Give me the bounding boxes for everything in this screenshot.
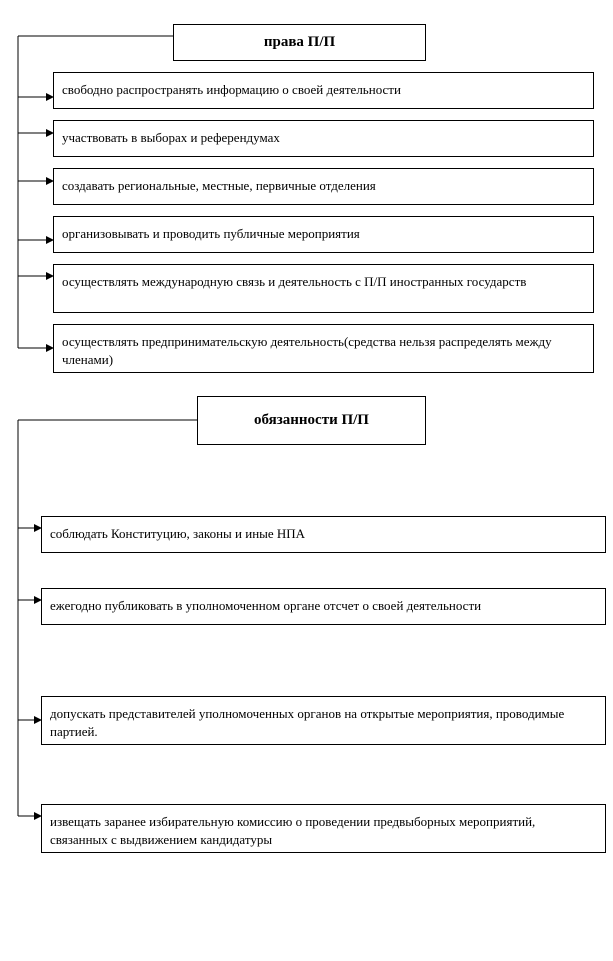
rights-item-4: организовывать и проводить публичные мероприятия (53, 216, 594, 253)
duties-item-4: извещать заранее избирательную комиссию о проведении предвыборных мероприятий, связанных с выдвижением кандидатуры (41, 804, 606, 853)
rights-item-3: создавать региональные, местные, первичные отделения (53, 168, 594, 205)
rights-item-5: осуществлять международную связь и деятельность с П/П иностранных государств (53, 264, 594, 313)
duties-item-2: ежегодно публиковать в уполномоченном органе отсчет о своей деятельности (41, 588, 606, 625)
rights-title: права П/П (173, 24, 426, 61)
duties-item-1: соблюдать Конституцию, законы и иные НПА (41, 516, 606, 553)
rights-item-6: осуществлять предпринимательскую деятельность(средства нельзя распределять между членами) (53, 324, 594, 373)
rights-item-1: свободно распространять информацию о своей деятельности (53, 72, 594, 109)
duties-item-3: допускать представителей уполномоченных органов на открытые мероприятия, проводимые партией. (41, 696, 606, 745)
duties-title: обязанности П/П (197, 396, 426, 445)
rights-item-2: участвовать в выборах и референдумах (53, 120, 594, 157)
